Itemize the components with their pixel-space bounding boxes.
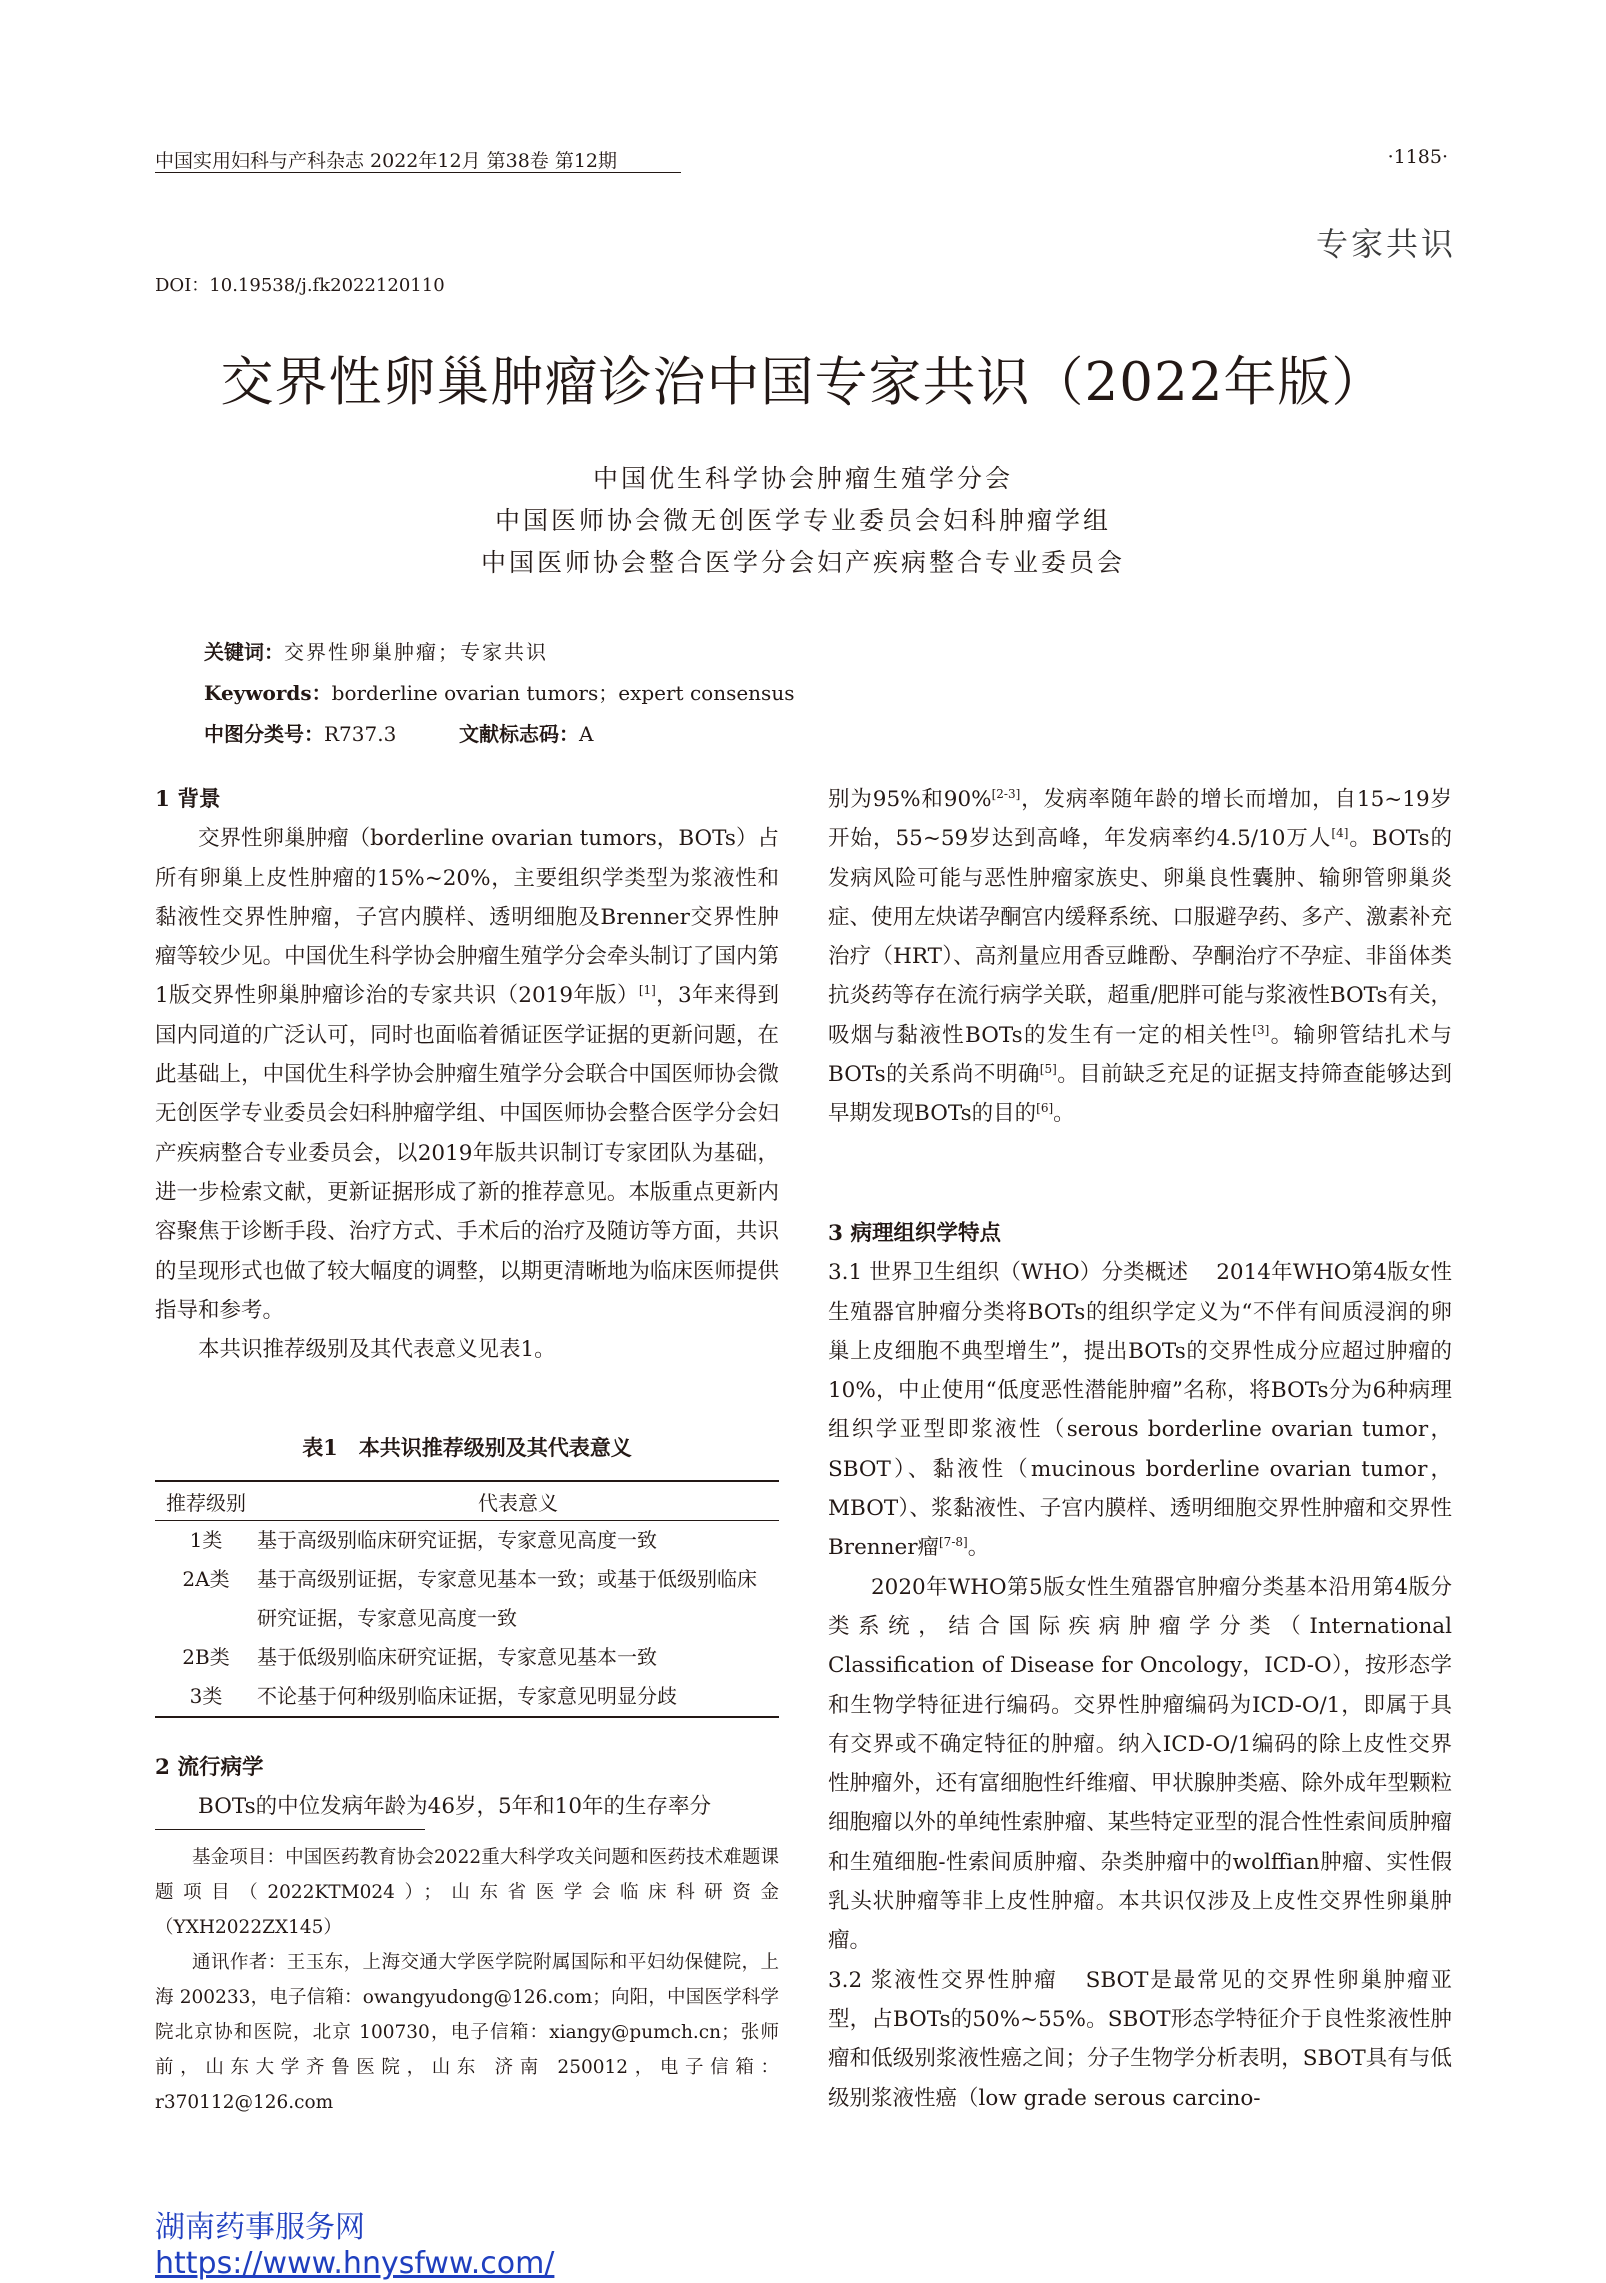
citation: [7-8] bbox=[939, 1535, 968, 1550]
paragraph: 别为95%和90%[2-3]，发病率随年龄的增长而增加，自15~19岁开始，55~59岁达到高峰，年发病率约4.5/10万人[4]。BOTs的发病风险可能与恶性肿瘤家族史、卵巢良性囊肿、输卵管卵巢炎症、使用左炔诺孕酮宫内缓释系统、口服避孕药、多产、激素补充治疗（HRT）、高剂量应用香豆雌酚、孕酮治疗不孕症、非甾体类抗炎药等存在流行病学关联，超重/肥胖可能与浆液性BOTs有关，吸烟与黏液性BOTs的发生有一定的相关性[3]。输卵管结扎术与BOTs的关系尚不明确[5]。目前缺乏充足的证据支持筛查能够达到早期发现BOTs的目的[6]。 bbox=[828, 787, 1453, 1127]
paragraph: 3.1 世界卫生组织（WHO）分类概述 2014年WHO第4版女性生殖器官肿瘤分类将BOTs的组织学定义为“不伴有间质浸润的卵巢上皮细胞不典型增生”，提出BOTs的交界性成分应超过肿瘤的10%，中止使用“低度恶性潜能肿瘤”名称，将BOTs分为6种病理组织学亚型即浆液性（serous borderline ovarian tumor，SBOT）、黏液性（mucinous borderline ovarian tumor，MBOT）、浆黏液性、子宫内膜样、透明细胞交界性肿瘤和交界性Brenner瘤[7-8]。 bbox=[828, 1260, 1452, 1561]
footnote-rule bbox=[155, 1829, 425, 1830]
author-org: 中国优生科学协会肿瘤生殖学分会 bbox=[592, 464, 1013, 493]
table-header: 推荐级别 bbox=[155, 1481, 257, 1521]
table-row: 1类 基于高级别临床研究证据，专家意见高度一致 bbox=[189, 1528, 657, 1552]
right-column-sec3 bbox=[828, 1214, 1452, 2118]
doi: DOI：10.19538/j.fk2022120110 bbox=[155, 275, 445, 296]
footnotes bbox=[155, 1840, 779, 2120]
right-column bbox=[828, 780, 1452, 1134]
table-header: 代表意义 bbox=[257, 1481, 779, 1521]
doc-code-label: 文献标志码： bbox=[459, 722, 580, 746]
paragraph: 交界性卵巢肿瘤（borderline ovarian tumors，BOTs）占所有卵巢上皮性肿瘤的15%~20%，主要组织学类型为浆液性和黏液性交界性肿瘤，子宫内膜样、透明细胞及Brenner交界性肿瘤等较少见。中国优生科学协会肿瘤生殖学分会牵头制订了国内第1版交界性卵巢肿瘤诊治的专家共识（2019年版）[1]，3年来得到国内同道的广泛认可，同时也面临着循证医学证据的更新问题，在此基础上，中国优生科学协会肿瘤生殖学分会联合中国医师协会微无创医学专业委员会妇科肿瘤学组、中国医师协会整合医学分会妇产疾病整合专业委员会，以2019年版共识制订专家团队为基础，进一步检索文献，更新证据形成了新的推荐意见。本版重点更新内容聚焦于诊断手段、治疗方式、手术后的治疗及随访等方面，共识的呈现形式也做了较大幅度的调整，以期更清晰地为临床医师提供指导和参考。 bbox=[155, 826, 779, 1323]
paragraph: BOTs的中位发病年龄为46岁，5年和10年的生存率分 bbox=[198, 1794, 712, 1820]
table-row: 2B类 基于低级别临床研究证据，专家意见基本一致 bbox=[182, 1645, 657, 1669]
article-title: 交界性卵巢肿瘤诊治中国专家共识（2022年版） bbox=[220, 352, 1386, 413]
citation: [5] bbox=[1039, 1062, 1057, 1077]
keywords-cn bbox=[204, 636, 548, 665]
keywords-cn-label: 关键词： bbox=[204, 640, 284, 664]
watermark-link[interactable]: https://www.hnysfww.com/ bbox=[155, 2246, 555, 2281]
left-column bbox=[155, 780, 779, 1369]
paragraph: 3.2 浆液性交界性肿瘤 SBOT是最常见的交界性卵巢肿瘤亚型，占BOTs的50%~55%。SBOT形态学特征介于良性浆液性肿瘤和低级别浆液性癌之间；分子生物学分析表明，SBOT具有与低级别浆液性癌（low grade serous carcino- bbox=[828, 1967, 1452, 2111]
citation: [3] bbox=[1252, 1022, 1270, 1037]
clc-value: R737.3 bbox=[324, 722, 397, 746]
author-org: 中国医师协会微无创医学专业委员会妇科肿瘤学组 bbox=[494, 506, 1111, 535]
author-list bbox=[0, 458, 1606, 584]
table-row: 2A类 基于高级别证据，专家意见基本一致；或基于低级别临床研究证据，专家意见高度一致 bbox=[182, 1567, 757, 1630]
paragraph: 2020年WHO第5版女性生殖器官肿瘤分类基本沿用第4版分类系统，结合国际疾病肿瘤学分类（International Classification of Disease for Oncology，ICD-O），按形态学和生物学特征进行编码。交界性肿瘤编码为ICD-O/1，即属于具有交界或不确定特征的肿瘤。纳入ICD-O/1编码的除上皮性交界性肿瘤外，还有富细胞性纤维瘤、甲状腺肿类癌、除外成年型颗粒细胞瘤以外的单纯性索肿瘤、某些特定亚型的混合性性索间质肿瘤和生殖细胞-性索间质肿瘤、杂类肿瘤中的wolffian肿瘤、实性假乳头状肿瘤等非上皮性肿瘤。本共识仅涉及上皮性交界性卵巢肿瘤。 bbox=[828, 1574, 1452, 1954]
funding-note: 基金项目：中国医药教育协会2022重大科学攻关问题和医药技术难题课题项目（2022KTM024）；山东省医学会临床科研资金（YXH2022ZX145） bbox=[155, 1847, 779, 1938]
journal-header: 中国实用妇科与产科杂志 2022年12月 第38卷 第12期 bbox=[155, 150, 618, 172]
paragraph: 本共识推荐级别及其代表意义见表1。 bbox=[198, 1337, 556, 1363]
subsection-heading: 3.1 世界卫生组织（WHO）分类概述 bbox=[828, 1260, 1189, 1286]
section-heading: 1 背景 bbox=[155, 787, 221, 812]
citation: [1] bbox=[638, 983, 656, 998]
citation: [6] bbox=[1036, 1101, 1054, 1116]
keywords-en bbox=[204, 677, 794, 706]
corresponding-author-note: 通讯作者：王玉东，上海交通大学医学院附属国际和平妇幼保健院，上海 200233，电子信箱：owangyudong@126.com；向阳，中国医学科学院北京协和医院，北京 100730，电子信箱：xiangy@pumch.cn；张师前，山东大学齐鲁医院，山东 济南 250012，电子信箱：r370112@126.com bbox=[155, 1952, 779, 2113]
subsection-heading: 3.2 浆液性交界性肿瘤 bbox=[828, 1967, 1058, 1993]
clc-label: 中图分类号： bbox=[204, 722, 324, 746]
recommendation-table bbox=[155, 1480, 779, 1718]
watermark-name: 湖南药事服务网 bbox=[155, 2210, 365, 2245]
citation: [2-3] bbox=[991, 787, 1021, 801]
site-watermark[interactable] bbox=[155, 2210, 554, 2282]
table-row: 3类 不论基于何种级别临床证据，专家意见明显分歧 bbox=[155, 1677, 779, 1717]
left-column-lower bbox=[155, 1748, 779, 1827]
table-caption: 表1 本共识推荐级别及其代表意义 bbox=[302, 1435, 632, 1460]
author-org: 中国医师协会整合医学分会妇产疾病整合专业委员会 bbox=[480, 548, 1125, 577]
section-heading: 2 流行病学 bbox=[155, 1755, 264, 1780]
page-number: ·1185· bbox=[1387, 146, 1448, 168]
citation: [4] bbox=[1331, 826, 1349, 841]
section-tag: 专家共识 bbox=[1315, 225, 1456, 263]
keywords-en-value: borderline ovarian tumors；expert consensus bbox=[331, 681, 795, 705]
header-rule bbox=[155, 172, 681, 173]
keywords-en-label: Keywords： bbox=[204, 681, 332, 705]
doc-code-value: A bbox=[579, 722, 594, 746]
classification bbox=[204, 718, 594, 747]
keywords-cn-value: 交界性卵巢肿瘤；专家共识 bbox=[284, 640, 548, 664]
section-heading: 3 病理组织学特点 bbox=[828, 1221, 1001, 1246]
